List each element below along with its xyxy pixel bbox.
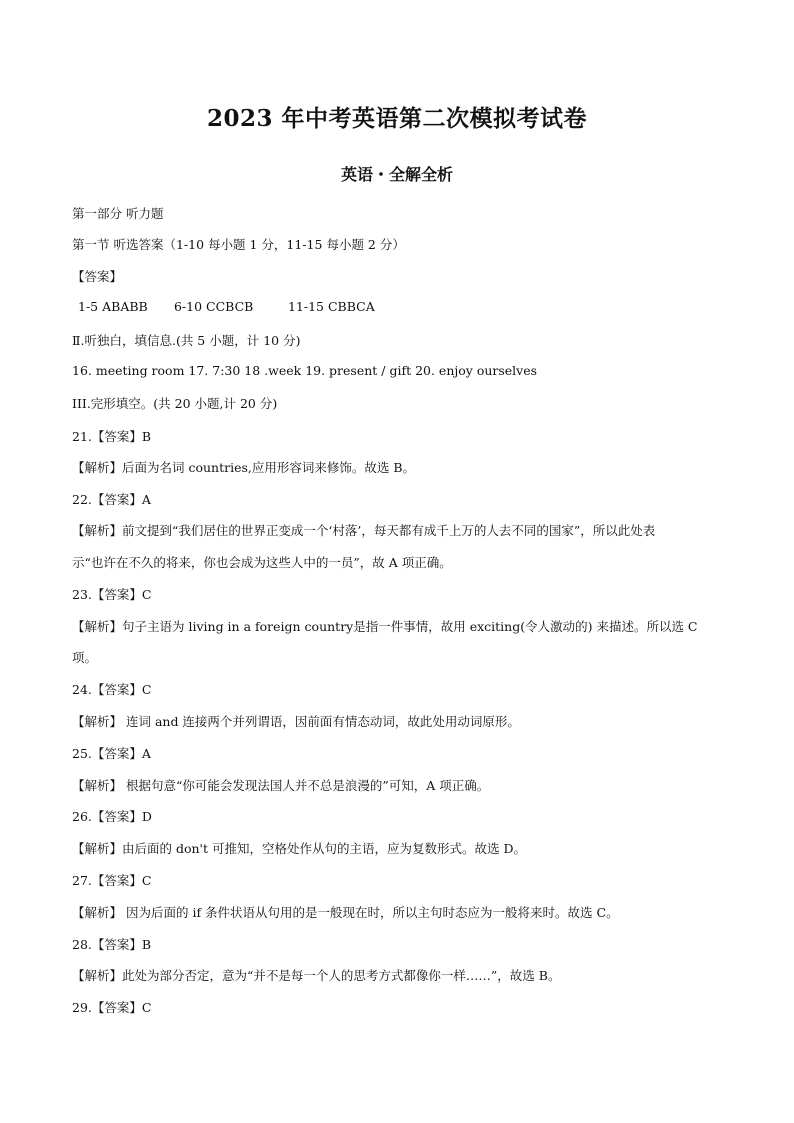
question-answer: 29.【答案】C bbox=[72, 1000, 152, 1015]
explanation-line: 【解析】 因为后面的 if 条件状语从句用的是一般现在时，所以主句时态应为一般将来时。故选 C。 bbox=[72, 905, 619, 920]
section2-heading: Ⅱ.听独白，填信息.(共 5 小题，计 10 分) bbox=[72, 333, 301, 348]
explanation-line: 【解析】此处为部分否定，意为“并不是每一个人的思考方式都像你一样……”，故选 B。 bbox=[72, 968, 561, 983]
part1-heading: 第一部分 听力题 bbox=[72, 206, 164, 221]
question-answer: 22.【答案】A bbox=[72, 492, 151, 507]
answers-1-5: 1-5 ABABB bbox=[78, 299, 148, 314]
explanation-line: 示“也许在不久的将来，你也会成为这些人中的一员”，故 A 项正确。 bbox=[72, 555, 452, 570]
question-answer: 23.【答案】C bbox=[72, 587, 152, 602]
explanation-line: 【解析】前文提到“我们居住的世界正变成一个‘村落’，每天都有成千上万的人去不同的国家”，所以此处表 bbox=[72, 523, 656, 538]
question-answer: 21.【答案】B bbox=[72, 429, 152, 444]
question-answer: 26.【答案】D bbox=[72, 809, 152, 824]
answers-11-15: 11-15 CBBCA bbox=[287, 299, 375, 314]
document-subtitle: 英语・全解全析 bbox=[340, 165, 453, 184]
explanation-line: 【解析】 根据句意“你可能会发现法国人并不总是浪漫的”可知，A 项正确。 bbox=[72, 778, 490, 793]
question-answer: 25.【答案】A bbox=[72, 746, 151, 761]
answers-6-10: 6-10 CCBCB bbox=[173, 299, 254, 314]
explanation-line: 【解析】由后面的 don't 可推知，空格处作从句的主语，应为复数形式。故选 D。 bbox=[72, 841, 526, 856]
document-title: 2023 年中考英语第二次模拟考试卷 bbox=[206, 105, 588, 132]
listening-answers bbox=[78, 299, 375, 314]
question-answer: 28.【答案】B bbox=[72, 937, 152, 952]
explanation-line: 【解析】句子主语为 living in a foreign country是指一件事情，故用 exciting(令人激动的) 来描述。所以选 C bbox=[72, 619, 698, 634]
question-answer: 24.【答案】C bbox=[72, 682, 152, 697]
explanation-line: 项。 bbox=[72, 650, 98, 665]
explanation-line: 【解析】 连词 and 连接两个并列谓语，因前面有情态动词，故此处用动词原形。 bbox=[72, 714, 520, 729]
answer-tag: 【答案】 bbox=[72, 269, 123, 284]
section1-heading: 第一节 听选答案（1-10 每小题 1 分，11-15 每小题 2 分） bbox=[72, 237, 405, 252]
question-answer: 27.【答案】C bbox=[72, 873, 152, 888]
explanation-line: 【解析】后面为名词 countries,应用形容词来修饰。故选 B。 bbox=[72, 460, 416, 475]
section2-answers: 16. meeting room 17. 7:30 18 .week 19. present / gift 20. enjoy ourselves bbox=[72, 363, 538, 378]
section3-heading: III.完形填空。(共 20 小题,计 20 分) bbox=[72, 396, 278, 411]
